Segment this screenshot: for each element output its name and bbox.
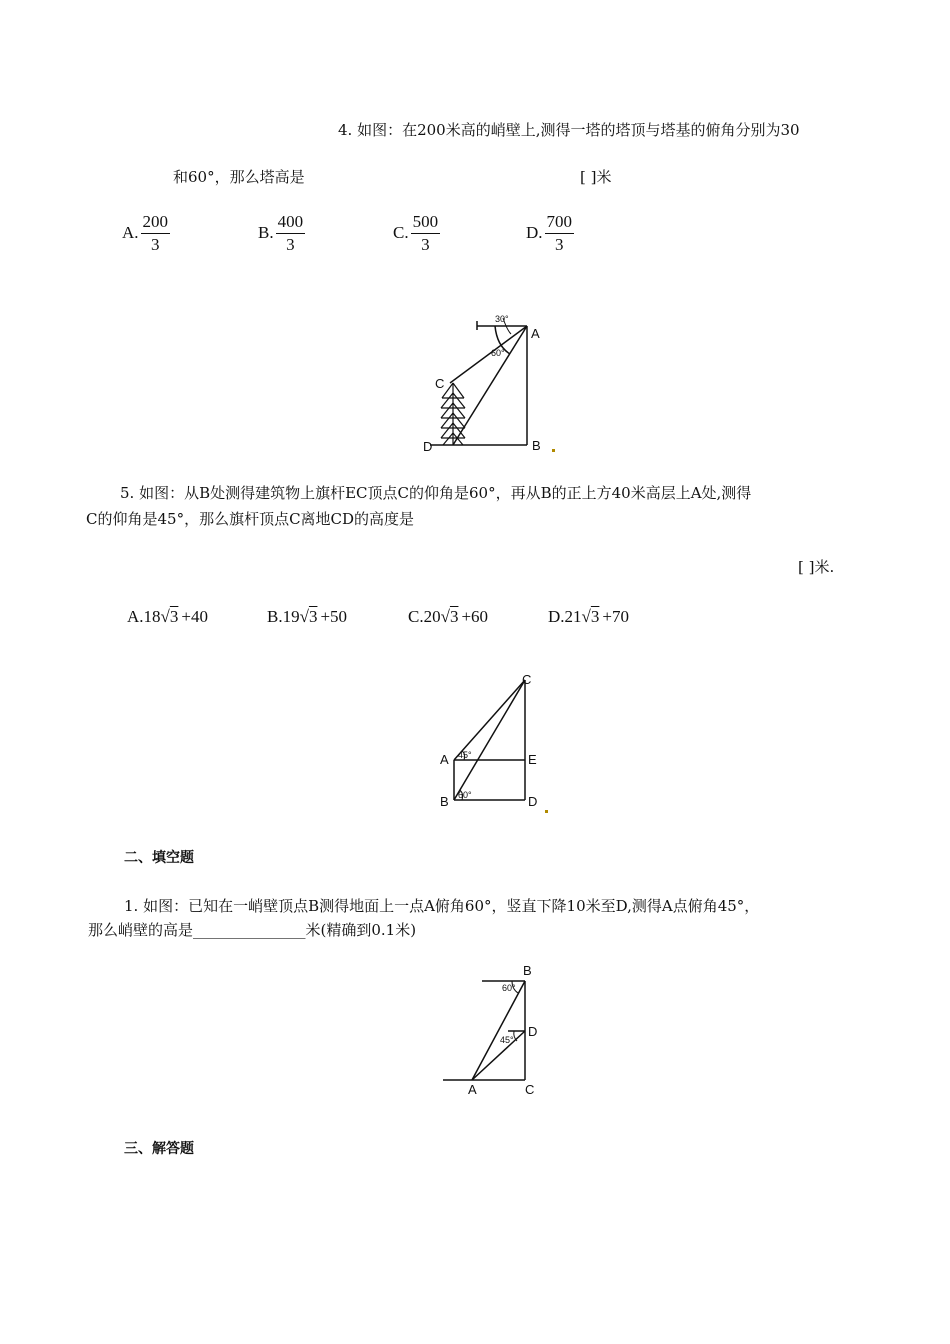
numerator: 500 — [411, 212, 441, 234]
angle-label-60: 60° — [458, 790, 472, 800]
numerator: 200 — [141, 212, 171, 234]
fill1-line1: 1. 如图：已知在一峭壁顶点B测得地面上一点A俯角60°，竖直下降10米至D,测得A点俯角45°， — [124, 897, 760, 915]
q5-line2: C的仰角是45°，那么旗杆顶点C离地CD的高度是 — [86, 510, 415, 528]
option-suffix: +70 — [602, 607, 629, 626]
q4-option-d — [526, 212, 574, 256]
fill1-text-before: 那么峭壁的高是 — [88, 921, 194, 939]
q4-option-a — [122, 212, 170, 256]
point-d: D — [528, 794, 538, 809]
angle-label-60: 60° — [502, 983, 516, 993]
answer-blank[interactable]: _______________ — [193, 921, 306, 939]
radicand: 3 — [449, 607, 459, 626]
q5-option-c — [408, 607, 488, 627]
dot-mark — [545, 810, 548, 813]
point-d: D — [528, 1024, 538, 1039]
q5-option-a — [127, 607, 208, 627]
denominator: 3 — [555, 235, 564, 254]
option-letter: C. — [393, 222, 409, 242]
fill1-text-after: 米(精确到0.1米) — [305, 921, 417, 939]
radicand: 3 — [590, 607, 600, 626]
q5-option-d — [548, 607, 629, 627]
angle-label-45: 45° — [500, 1035, 514, 1045]
q4-line1: 4. 如图：在200米高的峭壁上,测得一塔的塔顶与塔基的俯角分别为30 — [338, 121, 800, 139]
option-suffix: +60 — [461, 607, 489, 626]
point-c: C — [522, 672, 532, 687]
q5-answer-bracket: [ ]米. — [798, 558, 835, 576]
fill1-line2 — [88, 921, 416, 939]
angle-label-45: 45° — [458, 750, 472, 760]
point-a: A — [531, 326, 540, 341]
tower — [441, 383, 465, 445]
fraction — [545, 212, 575, 256]
numerator: 700 — [545, 212, 575, 234]
option-letter: D. — [526, 222, 543, 242]
sight-line-d — [472, 1031, 525, 1080]
fill1-figure — [440, 963, 560, 1098]
option-suffix: +40 — [181, 607, 208, 626]
q5-figure — [430, 668, 560, 813]
option-prefix: D.21 — [548, 607, 582, 626]
option-prefix: B.19 — [267, 607, 300, 626]
dot-mark — [552, 449, 555, 452]
point-b: B — [532, 438, 541, 453]
point-a: A — [468, 1082, 477, 1097]
sqrt-icon: √ — [299, 607, 309, 626]
numerator: 400 — [276, 212, 306, 234]
point-b: B — [440, 794, 449, 809]
line-ac — [454, 680, 525, 760]
q4-option-c — [393, 212, 440, 256]
q4-figure — [415, 308, 565, 458]
fraction — [411, 212, 441, 256]
section-title-solve: 三、解答题 — [124, 1141, 194, 1157]
q4-option-b — [258, 212, 305, 256]
point-c: C — [435, 376, 445, 391]
line-bc — [454, 680, 525, 800]
fraction — [276, 212, 306, 256]
angle-label-60: 60° — [491, 348, 505, 358]
option-letter: B. — [258, 222, 274, 242]
radicand: 3 — [169, 607, 179, 626]
option-letter: A. — [122, 222, 139, 242]
option-prefix: A.18 — [127, 607, 161, 626]
sqrt-icon: √ — [440, 607, 450, 626]
denominator: 3 — [151, 235, 160, 254]
point-e: E — [528, 752, 537, 767]
q5-option-b — [267, 607, 347, 627]
point-c: C — [525, 1082, 535, 1097]
sqrt-icon: √ — [160, 607, 170, 626]
q5-line1: 5. 如图：从B处测得建筑物上旗杆EC顶点C的仰角是60°，再从B的正上方40米高层上A处,测得 — [120, 484, 752, 502]
option-suffix: +50 — [320, 607, 348, 626]
fraction — [141, 212, 171, 256]
q4-line2: 和60°，那么塔高是 — [173, 168, 305, 186]
section-title-fill-in: 二、填空题 — [124, 850, 194, 866]
option-prefix: C.20 — [408, 607, 441, 626]
point-a: A — [440, 752, 449, 767]
denominator: 3 — [286, 235, 295, 254]
sqrt-icon: √ — [581, 607, 591, 626]
point-b: B — [523, 963, 532, 978]
denominator: 3 — [421, 235, 430, 254]
point-d: D — [423, 439, 433, 454]
angle-label-30: 30° — [495, 314, 509, 324]
q4-answer-bracket: [ ]米 — [580, 168, 612, 186]
sight-line-top — [450, 326, 527, 383]
radicand: 3 — [308, 607, 318, 626]
